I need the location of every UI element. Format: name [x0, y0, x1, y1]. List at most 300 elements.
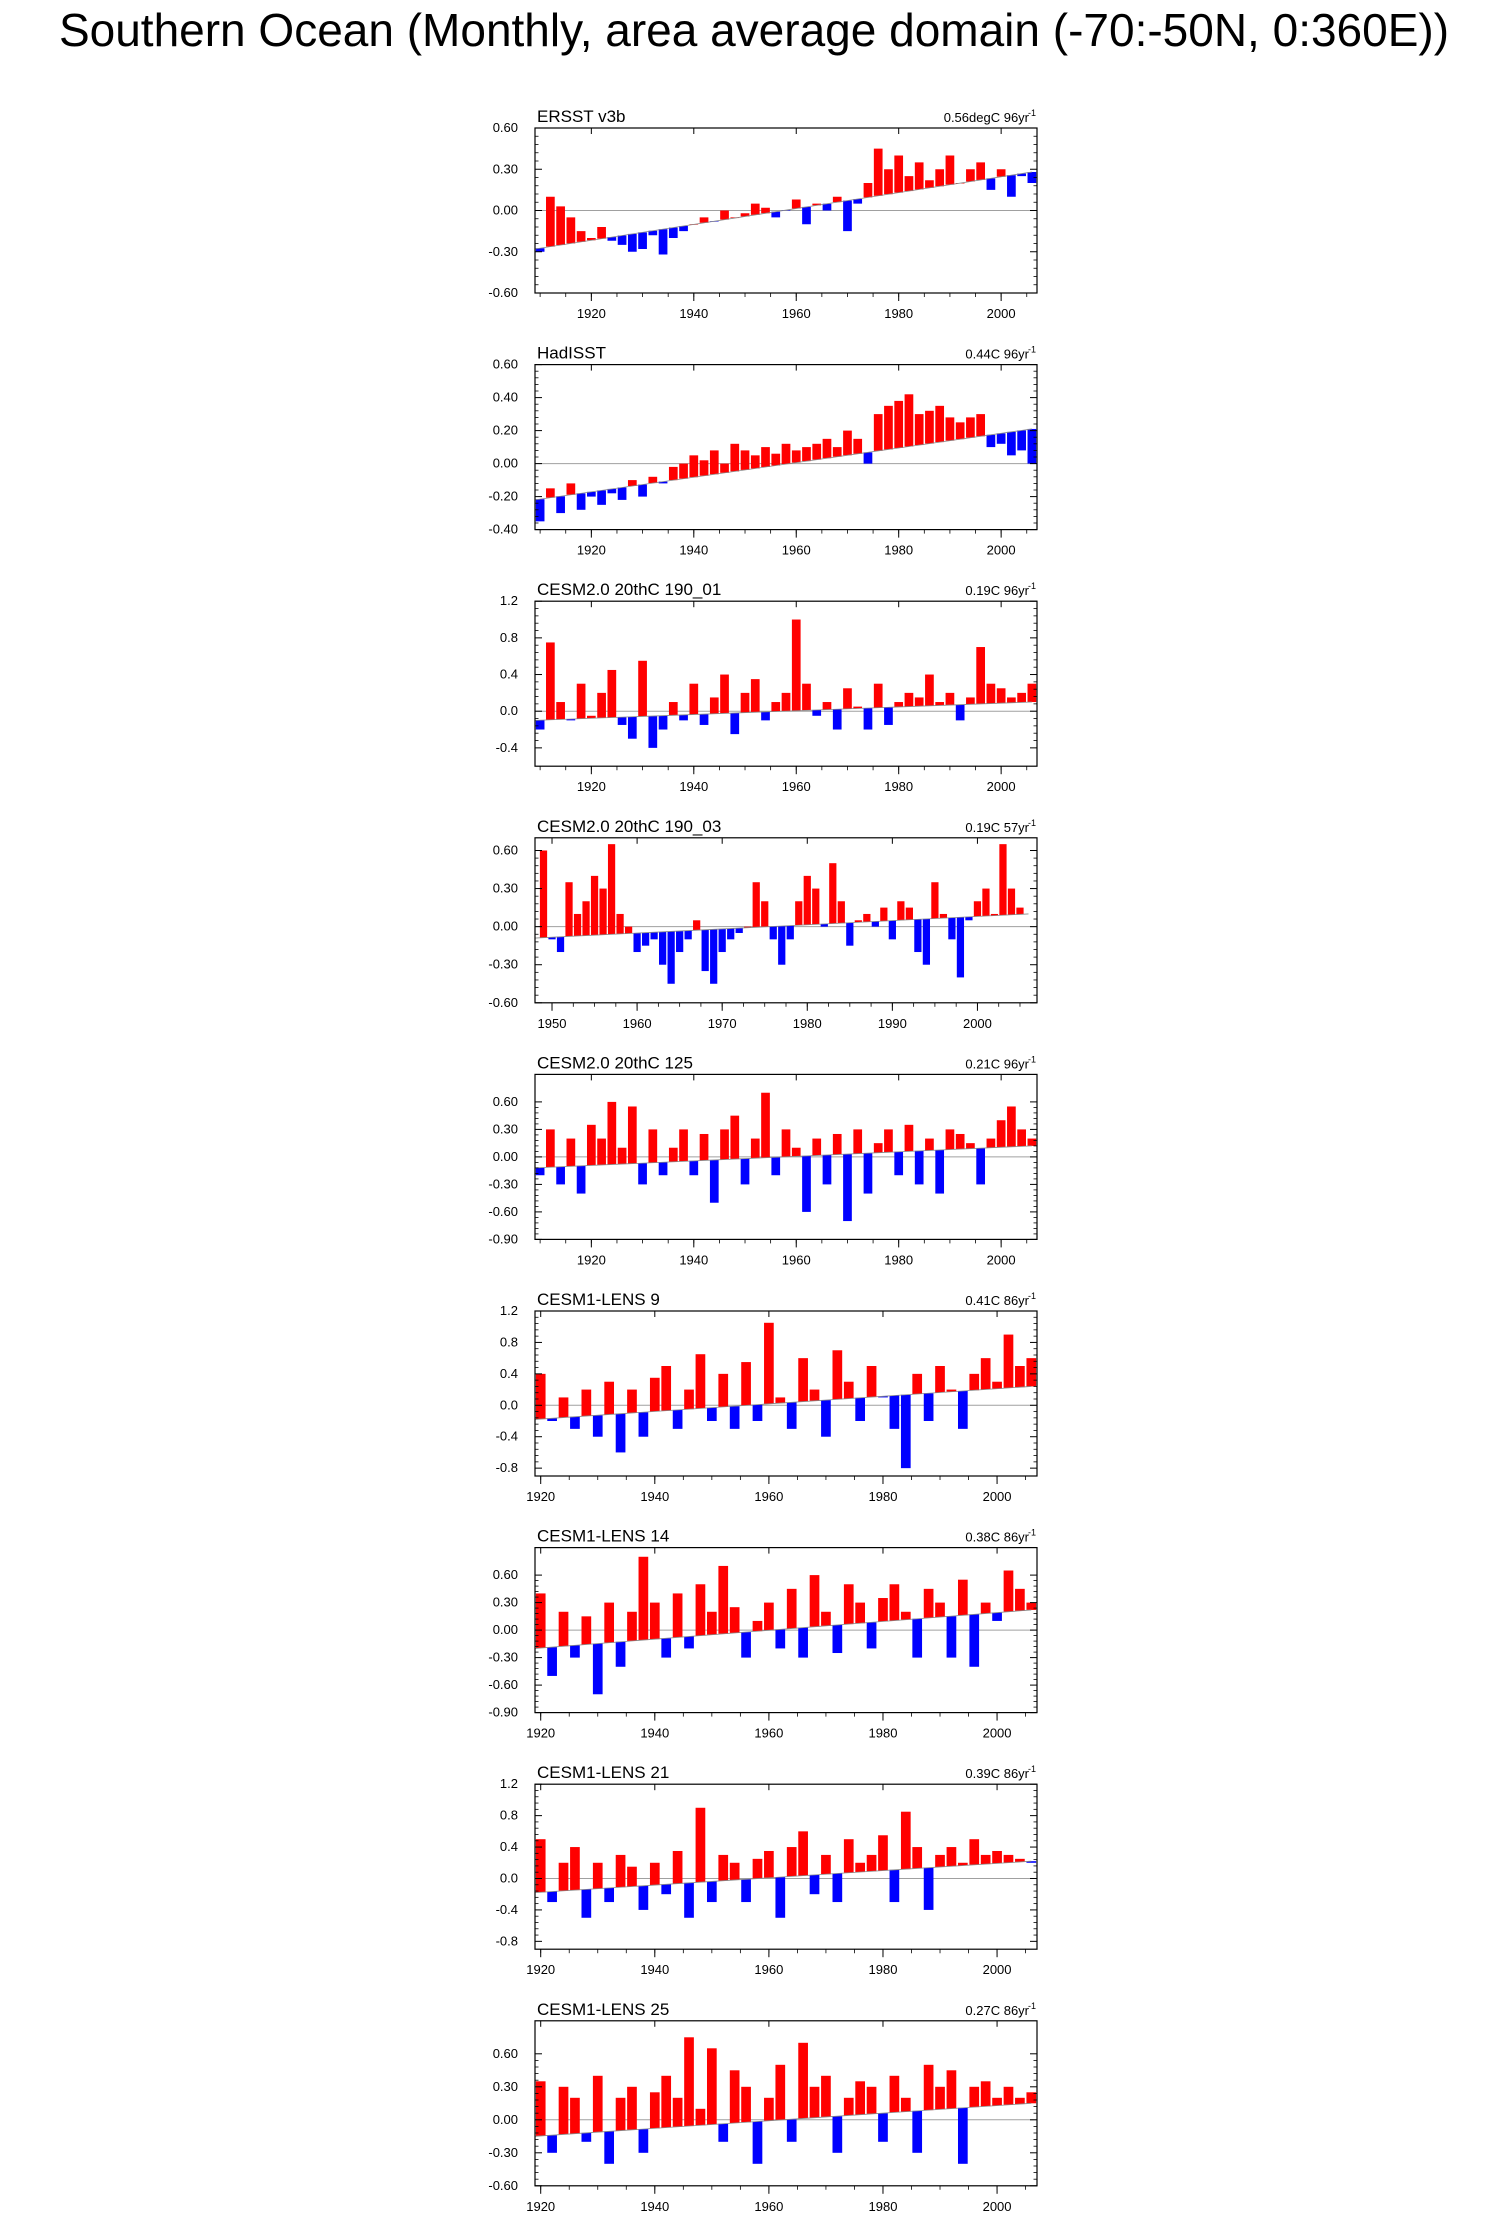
- bar-positive: [582, 901, 589, 935]
- bar-positive: [764, 1851, 774, 1878]
- bar-positive: [844, 1382, 854, 1399]
- bar-negative: [976, 1148, 985, 1184]
- bar-positive: [792, 450, 801, 462]
- bar-positive: [853, 1129, 862, 1153]
- bar-positive: [880, 908, 887, 921]
- x-tick-label: 1960: [622, 1015, 652, 1031]
- trend-label: 0.21C 96yr: [965, 1056, 1029, 1072]
- trend-exponent: -1: [1027, 581, 1036, 592]
- trend-label: 0.56degC 96yr: [943, 110, 1029, 125]
- bar-positive: [536, 1374, 546, 1419]
- x-tick-label: 2000: [982, 1962, 1012, 1978]
- bar-positive: [720, 675, 729, 714]
- y-tick-label: -0.20: [488, 488, 518, 504]
- bar-positive: [593, 2076, 603, 2132]
- bar-negative: [707, 1408, 717, 1421]
- bar-negative: [616, 1414, 626, 1453]
- bar-negative: [685, 931, 692, 940]
- bar-positive: [700, 1134, 709, 1160]
- bar-positive: [946, 693, 955, 705]
- bar-negative: [832, 1625, 842, 1653]
- bar-negative: [659, 1162, 668, 1175]
- bar-negative: [889, 921, 896, 940]
- panel-title: CESM2.0 20thC 125: [537, 1053, 693, 1073]
- chart-panel-9: [488, 2000, 1037, 2214]
- chart-panel-6: [496, 1290, 1037, 1504]
- x-tick-label: 2000: [982, 1489, 1012, 1504]
- bar-negative: [604, 2131, 614, 2163]
- bar-positive: [597, 227, 606, 239]
- bar-positive: [753, 1621, 763, 1631]
- trend-label: 0.19C 57yr: [965, 819, 1029, 835]
- x-tick-label: 1940: [640, 1489, 670, 1504]
- bar-positive: [536, 1593, 546, 1648]
- bar-negative: [846, 923, 853, 946]
- bar-negative: [787, 1402, 797, 1428]
- trend-exponent: -1: [1027, 817, 1036, 828]
- bar-negative: [787, 2119, 797, 2142]
- x-tick-label: 1980: [884, 779, 914, 795]
- bar-negative: [778, 926, 785, 965]
- bar-positive: [540, 850, 547, 937]
- bar-positive: [661, 2076, 671, 2128]
- bar-positive: [771, 454, 780, 466]
- bar-positive: [1015, 1366, 1025, 1387]
- bar-negative: [867, 1622, 877, 1648]
- bar-positive: [810, 1575, 820, 1627]
- x-tick-label: 1940: [679, 306, 709, 321]
- bar-positive: [905, 176, 914, 191]
- bar-negative: [673, 1410, 683, 1429]
- trend-exponent: -1: [1027, 108, 1036, 118]
- bar-positive: [696, 1354, 706, 1408]
- bar-positive: [935, 169, 944, 186]
- x-tick-label: 2000: [986, 779, 1016, 795]
- bar-negative: [987, 435, 996, 447]
- bar-negative: [997, 433, 1006, 443]
- bar-negative: [1017, 430, 1026, 450]
- y-tick-label: 0.60: [492, 120, 518, 135]
- x-tick-label: 1960: [754, 1489, 784, 1504]
- bar-positive: [855, 1863, 865, 1872]
- bar-positive: [966, 697, 975, 704]
- x-tick-label: 1980: [868, 1725, 898, 1741]
- x-tick-label: 1980: [868, 2198, 898, 2214]
- trend-exponent: -1: [1027, 1764, 1036, 1775]
- x-tick-label: 1940: [640, 1962, 670, 1978]
- bar-positive: [718, 1855, 728, 1881]
- bar-positive: [751, 679, 760, 712]
- bar-positive: [855, 2081, 865, 2114]
- x-tick-label: 2000: [986, 1252, 1016, 1268]
- bar-negative: [894, 1152, 903, 1175]
- bar-negative: [604, 1888, 614, 1902]
- y-tick-label: 0.30: [492, 880, 518, 896]
- bar-negative: [810, 1875, 820, 1894]
- bar-negative: [676, 931, 683, 952]
- bar-positive: [720, 211, 729, 220]
- bar-positive: [940, 914, 947, 918]
- bar-positive: [884, 406, 893, 450]
- y-tick-label: 0.8: [499, 1807, 518, 1823]
- bar-positive: [1028, 1139, 1037, 1146]
- panel-title: ERSST v3b: [537, 107, 626, 126]
- bar-positive: [648, 477, 657, 483]
- bar-negative: [947, 1616, 957, 1657]
- y-tick-label: 0.0: [499, 1397, 518, 1413]
- bar-positive: [741, 1362, 751, 1405]
- x-tick-label: 1920: [526, 2198, 556, 2214]
- bar-positive: [894, 156, 903, 193]
- bar-positive: [843, 688, 852, 709]
- bar-positive: [581, 1390, 591, 1416]
- bar-positive: [1026, 1358, 1036, 1386]
- bar-positive: [812, 1139, 821, 1156]
- bar-negative: [912, 2111, 922, 2153]
- bar-negative: [684, 1883, 694, 1918]
- bar-positive: [559, 2087, 569, 2135]
- bar-positive: [565, 882, 572, 936]
- panel-title: HadISST: [537, 343, 606, 363]
- bar-negative: [651, 932, 658, 939]
- bar-positive: [556, 702, 565, 719]
- bar-positive: [536, 2081, 546, 2136]
- bar-negative: [659, 932, 666, 965]
- bar-positive: [1015, 2098, 1025, 2104]
- x-tick-label: 1980: [792, 1015, 822, 1031]
- bar-negative: [730, 713, 739, 734]
- bar-positive: [832, 1350, 842, 1399]
- x-tick-label: 1970: [707, 1015, 737, 1031]
- bar-positive: [587, 1125, 596, 1166]
- bar-positive: [958, 1580, 968, 1616]
- bar-negative: [741, 1879, 751, 1902]
- bar-negative: [969, 1614, 979, 1666]
- bar-positive: [771, 702, 780, 711]
- bar-negative: [864, 1153, 873, 1193]
- bar-negative: [648, 716, 657, 748]
- bar-negative: [912, 1619, 922, 1658]
- bar-positive: [812, 444, 821, 460]
- bar-positive: [844, 1584, 854, 1624]
- bar-negative: [821, 1400, 831, 1437]
- bar-negative: [771, 1157, 780, 1175]
- bar-negative: [761, 712, 770, 721]
- bar-negative: [730, 1406, 740, 1429]
- bar-positive: [761, 1093, 770, 1158]
- bar-positive: [782, 444, 791, 464]
- bar-positive: [577, 684, 586, 719]
- bar-positive: [639, 1557, 649, 1640]
- bar-negative: [832, 1873, 842, 1902]
- bar-positive: [1007, 697, 1016, 702]
- bar-positive: [906, 908, 913, 920]
- y-tick-label: 0.60: [492, 356, 518, 372]
- bar-positive: [812, 889, 819, 925]
- bar-negative: [628, 234, 637, 252]
- bar-positive: [867, 1855, 877, 1871]
- y-tick-label: 0.4: [499, 666, 518, 682]
- y-tick-label: -0.30: [488, 243, 518, 259]
- bar-positive: [935, 2087, 945, 2110]
- bar-positive: [638, 661, 647, 717]
- bar-positive: [707, 2048, 717, 2124]
- bar-negative: [597, 490, 606, 504]
- bar-positive: [935, 406, 944, 442]
- bar-negative: [924, 1393, 934, 1421]
- y-tick-label: 0.30: [492, 1594, 518, 1610]
- bar-negative: [884, 707, 893, 725]
- bar-positive: [924, 1589, 934, 1618]
- bar-negative: [593, 1644, 603, 1695]
- chart-panel-5: [488, 1053, 1037, 1267]
- bar-negative: [958, 2108, 968, 2164]
- bar-negative: [642, 933, 649, 946]
- bar-positive: [710, 450, 719, 474]
- bar-negative: [593, 1415, 603, 1436]
- bar-positive: [546, 488, 555, 497]
- bar-negative: [901, 1395, 911, 1468]
- bar-positive: [1004, 1855, 1014, 1863]
- bar-negative: [577, 1166, 586, 1194]
- bar-positive: [741, 693, 750, 713]
- bar-negative: [628, 717, 637, 739]
- y-tick-label: 1.2: [499, 1776, 518, 1792]
- bar-positive: [915, 414, 924, 445]
- bar-positive: [764, 1603, 774, 1631]
- bar-negative: [1007, 175, 1016, 197]
- bar-positive: [718, 1566, 728, 1634]
- y-tick-label: 0.00: [492, 1148, 518, 1164]
- bar-positive: [844, 2098, 854, 2116]
- bar-positive: [607, 670, 616, 718]
- bar-positive: [956, 1134, 965, 1149]
- y-tick-label: -0.60: [488, 994, 518, 1010]
- bar-positive: [570, 2098, 580, 2134]
- bar-positive: [997, 169, 1006, 177]
- panel-title: CESM2.0 20thC 190_01: [537, 580, 722, 600]
- trend-label: 0.44C 96yr: [965, 346, 1029, 362]
- bar-positive: [673, 1593, 683, 1637]
- bar-positive: [1008, 889, 1015, 915]
- bar-positive: [591, 876, 598, 935]
- x-tick-label: 1940: [679, 779, 709, 795]
- y-tick-label: -0.60: [488, 285, 518, 300]
- bar-positive: [707, 1612, 717, 1635]
- bar-positive: [804, 876, 811, 925]
- bar-positive: [982, 889, 989, 916]
- bar-negative: [556, 1167, 565, 1185]
- bar-positive: [570, 1847, 580, 1890]
- bar-negative: [741, 1159, 750, 1185]
- bar-positive: [718, 1374, 728, 1407]
- bar-positive: [559, 1863, 569, 1891]
- trend-line: [535, 429, 1032, 500]
- y-tick-label: -0.30: [488, 2144, 518, 2160]
- x-tick-label: 1980: [868, 1489, 898, 1504]
- bar-positive: [730, 1607, 740, 1633]
- bar-positive: [627, 1867, 637, 1887]
- bar-negative: [618, 487, 627, 499]
- bar-positive: [802, 684, 811, 711]
- bar-positive: [741, 450, 750, 470]
- bar-positive: [966, 417, 975, 437]
- x-tick-label: 2000: [982, 2198, 1012, 2214]
- bar-positive: [604, 1603, 614, 1643]
- bar-positive: [627, 2087, 637, 2130]
- bar-positive: [897, 901, 904, 920]
- x-tick-label: 1920: [576, 779, 606, 795]
- bar-positive: [935, 1603, 945, 1617]
- bar-negative: [707, 1881, 717, 1902]
- trend-exponent: -1: [1027, 2000, 1036, 2011]
- y-tick-label: -0.60: [488, 2177, 518, 2193]
- y-tick-label: -0.60: [488, 1203, 518, 1219]
- x-tick-label: 1920: [576, 542, 606, 558]
- bar-negative: [710, 929, 717, 983]
- trend-label: 0.27C 86yr: [965, 2002, 1029, 2018]
- bar-positive: [981, 1855, 991, 1864]
- bar-positive: [1015, 1589, 1025, 1611]
- bar-positive: [956, 422, 965, 439]
- x-tick-label: 2000: [986, 542, 1016, 558]
- bar-positive: [810, 2087, 820, 2118]
- bar-positive: [597, 1139, 606, 1165]
- x-tick-label: 1960: [754, 1725, 784, 1741]
- bar-positive: [597, 693, 606, 718]
- y-tick-label: -0.40: [488, 521, 518, 537]
- bar-positive: [616, 914, 623, 934]
- y-tick-label: -0.90: [488, 1231, 518, 1247]
- bar-positive: [751, 204, 760, 215]
- bar-positive: [616, 1855, 626, 1887]
- y-tick-label: 0.4: [499, 1365, 518, 1381]
- x-tick-label: 1920: [526, 1725, 556, 1741]
- x-tick-label: 1980: [868, 1962, 898, 1978]
- bar-positive: [650, 2092, 660, 2128]
- bar-negative: [547, 1892, 557, 1903]
- bar-negative: [718, 2124, 728, 2142]
- bar-negative: [753, 2122, 763, 2164]
- chart-panel-8: [496, 1763, 1037, 1977]
- bar-positive: [838, 901, 845, 923]
- bar-positive: [890, 2076, 900, 2113]
- bar-negative: [948, 918, 955, 940]
- y-tick-label: 0.00: [492, 202, 518, 218]
- y-tick-label: -0.30: [488, 956, 518, 972]
- y-tick-label: 1.2: [499, 1303, 518, 1318]
- trend-exponent: -1: [1027, 1527, 1036, 1538]
- bar-positive: [567, 217, 576, 243]
- bar-positive: [912, 1847, 922, 1868]
- bar-negative: [557, 937, 564, 952]
- y-tick-label: 0.30: [492, 161, 518, 177]
- bar-positive: [821, 1612, 831, 1626]
- bar-positive: [593, 1863, 603, 1889]
- bar-positive: [946, 156, 955, 185]
- bar-negative: [823, 1155, 832, 1184]
- bar-negative: [823, 204, 832, 211]
- bar-positive: [997, 688, 1006, 703]
- trend-label: 0.41C 86yr: [965, 1293, 1029, 1308]
- bar-negative: [802, 207, 811, 224]
- bar-positive: [925, 411, 934, 444]
- bar-positive: [1017, 693, 1026, 703]
- x-tick-label: 1960: [754, 1962, 784, 1978]
- bar-negative: [669, 228, 678, 238]
- y-tick-label: -0.4: [495, 1901, 518, 1917]
- chart-panel-1: [488, 107, 1037, 321]
- bar-positive: [1007, 1106, 1016, 1146]
- x-tick-label: 2000: [982, 1725, 1012, 1741]
- bar-positive: [915, 697, 924, 706]
- bar-positive: [976, 647, 985, 704]
- y-tick-label: 0.00: [492, 1622, 518, 1638]
- bar-negative: [890, 1396, 900, 1429]
- bar-negative: [570, 1645, 580, 1657]
- y-tick-label: 0.60: [492, 1093, 518, 1109]
- y-tick-label: -0.30: [488, 1649, 518, 1665]
- bar-positive: [821, 2076, 831, 2117]
- bar-negative: [935, 1150, 944, 1194]
- bar-negative: [1028, 429, 1037, 464]
- bar-positive: [669, 702, 678, 715]
- bar-negative: [639, 1412, 649, 1436]
- bar-negative: [914, 919, 921, 952]
- bar-positive: [878, 1598, 888, 1621]
- page-title: Southern Ocean (Monthly, area average domain (-70:-50N, 0:360E)): [58, 4, 1450, 56]
- bar-positive: [679, 464, 688, 479]
- bar-positive: [946, 417, 955, 440]
- bar-positive: [618, 1148, 627, 1164]
- bar-positive: [874, 414, 883, 451]
- bar-negative: [638, 232, 647, 249]
- bar-positive: [599, 889, 606, 935]
- bar-positive: [874, 1143, 883, 1153]
- bar-positive: [775, 2065, 785, 2120]
- bar-positive: [878, 1835, 888, 1870]
- bar-positive: [894, 401, 903, 448]
- bar-positive: [1028, 684, 1037, 702]
- bar-positive: [925, 180, 934, 188]
- bar-negative: [638, 1163, 647, 1184]
- bar-positive: [864, 183, 873, 197]
- bar-positive: [810, 1390, 820, 1401]
- bar-negative: [536, 499, 545, 521]
- bar-positive: [969, 1839, 979, 1865]
- bar-positive: [608, 844, 615, 934]
- bar-positive: [969, 2087, 979, 2107]
- bar-negative: [577, 493, 586, 509]
- bar-positive: [966, 169, 975, 181]
- y-tick-label: 0.00: [492, 2111, 518, 2127]
- bar-positive: [981, 2081, 991, 2106]
- bar-positive: [1017, 1129, 1026, 1146]
- y-tick-label: 0.0: [499, 703, 518, 719]
- bar-positive: [935, 1855, 945, 1867]
- bar-negative: [616, 1642, 626, 1667]
- bar-negative: [689, 1161, 698, 1175]
- bar-positive: [581, 1616, 591, 1644]
- bar-positive: [966, 1143, 975, 1148]
- bar-positive: [912, 1374, 922, 1394]
- bar-positive: [890, 1584, 900, 1620]
- bar-negative: [536, 720, 545, 729]
- bar-positive: [792, 620, 801, 711]
- y-tick-label: 0.20: [492, 422, 518, 438]
- bar-positive: [684, 2037, 694, 2126]
- bar-positive: [1026, 1603, 1036, 1610]
